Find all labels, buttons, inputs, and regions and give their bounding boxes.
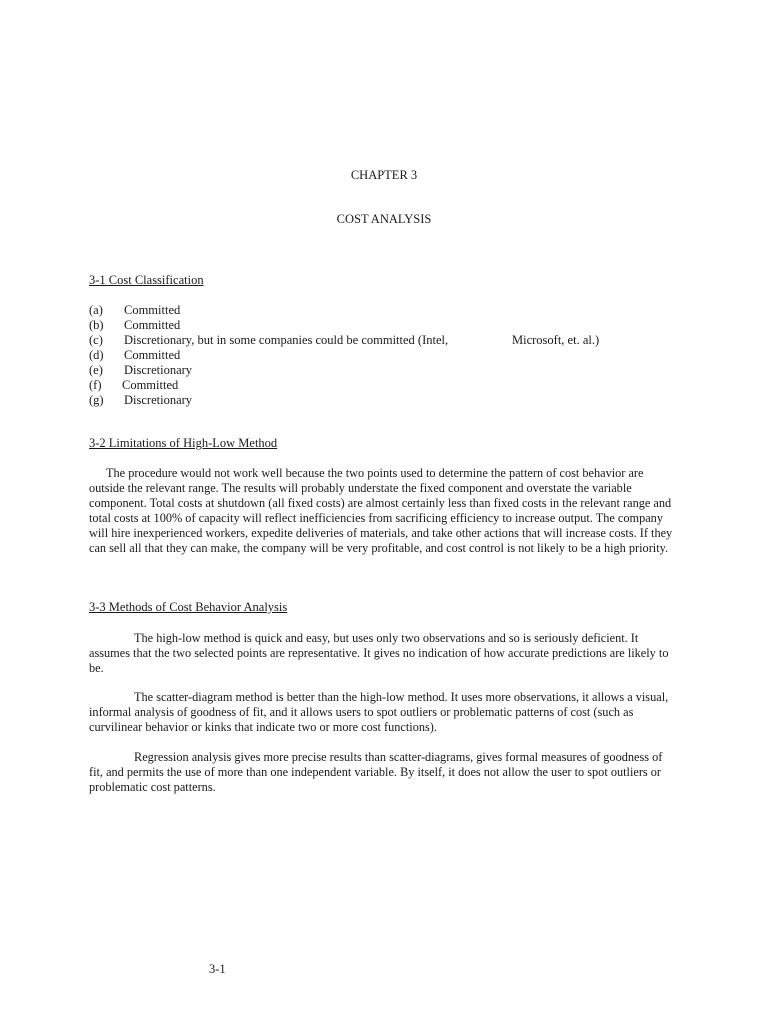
paragraph-scatter-diagram: The scatter-diagram method is better than the high-low method. It uses more observations, it allows a visual, informal analysis of goodness of fit, and it allows users to spot outliers or problematic patterns of cost (such as curvilinear behavior or kinks that indicate two or more cost functions). [89, 690, 669, 734]
list-item-label: (b) [89, 318, 104, 332]
page-number: 3-1 [209, 962, 226, 976]
section-heading-3-3: 3-3 Methods of Cost Behavior Analysis [89, 600, 288, 614]
list-item-text: Discretionary, but in some companies could be committed (Intel, [124, 333, 449, 347]
chapter-label: CHAPTER 3 [350, 168, 418, 182]
list-item-label: (d) [89, 348, 104, 362]
list-item-label: (e) [89, 363, 103, 377]
paragraph-high-low-method: The high-low method is quick and easy, but uses only two observations and so is seriously deficient. It assumes that the two selected points are representative. It gives no indication of how accurate predictions are likely to be. [89, 631, 669, 675]
list-item-label: (c) [89, 333, 103, 347]
list-item-label: (a) [89, 303, 103, 317]
list-item-label: (f) [89, 378, 102, 392]
list-item-text: Discretionary [124, 363, 193, 377]
list-item-text: Committed [124, 318, 181, 332]
list-item-text: Committed [124, 348, 181, 362]
paragraph-high-low-limitations: The procedure would not work well because the two points used to determine the pattern of cost behavior are outside the relevant range. The results will probably understate the fixed component and overstate the variable component. Total costs at shutdown (all fixed costs) are almost certainly less than fixed costs in the relevant range and total costs at 100% of capacity will reflect inefficiencies from sacrificing efficiency to increase output. The company will hire inexperienced workers, expedite deliveries of materials, and take other actions that will increase costs. If they can sell all that they can make, the company will be very profitable, and cost control is not likely to be a high priority. [89, 466, 673, 555]
list-item-text: Discretionary [124, 393, 193, 407]
section-heading-3-1: 3-1 Cost Classification [89, 273, 204, 287]
list-item-text-continued: Microsoft, et. al.) [512, 333, 600, 347]
section-heading-3-2: 3-2 Limitations of High-Low Method [89, 436, 278, 450]
list-item-text: Committed [124, 303, 181, 317]
list-item-label: (g) [89, 393, 104, 407]
chapter-title: COST ANALYSIS [336, 212, 432, 226]
paragraph-regression-analysis: Regression analysis gives more precise results than scatter-diagrams, gives formal measures of goodness of fit, and permits the use of more than one independent variable. By itself, it does not allow the user to spot outliers or problematic cost patterns. [89, 750, 663, 794]
list-item-text: Committed [122, 378, 179, 392]
